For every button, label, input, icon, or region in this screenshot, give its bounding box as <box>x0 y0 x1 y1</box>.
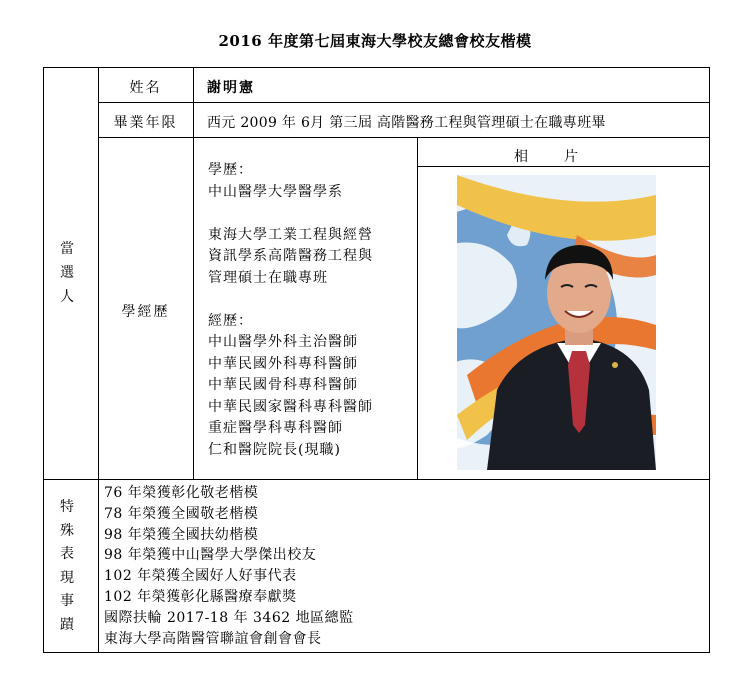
achievement-item: 98 年榮獲全國扶幼楷模 <box>104 526 259 543</box>
education-line: 中山醫學大學醫學系 <box>208 183 343 200</box>
divider <box>43 479 710 480</box>
experience-label: 學經歷 <box>121 304 170 320</box>
achievement-item: 東海大學高階醫管聯誼會創會會長 <box>104 630 322 647</box>
name-value: 謝明憲 <box>207 80 255 96</box>
graduation-label: 畢業年限 <box>113 115 178 131</box>
section-char: 表 <box>60 546 74 562</box>
experience-line: 中華民國家醫科專科醫師 <box>208 398 373 415</box>
divider <box>193 67 194 479</box>
education-line: 資訊學系高階醫務工程與 <box>208 248 373 264</box>
section-char: 當 <box>60 241 74 257</box>
divider <box>98 479 99 653</box>
photo-label: 相片 <box>514 149 614 165</box>
divider <box>98 137 710 138</box>
achievement-item: 國際扶輪 2017-18 年 3462 地區總監 <box>104 609 354 626</box>
experience-heading: 經歷： <box>208 312 253 329</box>
experience-line: 重症醫學科專科醫師 <box>208 420 343 436</box>
education-experience-text <box>208 160 373 461</box>
section-char: 事 <box>60 593 74 609</box>
graduation-value: 西元 2009 年 6月 第三屆 高階醫務工程與管理碩士在職專班畢 <box>207 115 606 131</box>
achievements-section-label <box>60 496 74 637</box>
divider <box>417 137 418 479</box>
achievement-item: 98 年榮獲中山醫學大學傑出校友 <box>104 547 317 564</box>
divider <box>417 166 710 167</box>
portrait-illustration <box>457 175 656 470</box>
portrait-photo <box>457 175 656 470</box>
experience-line: 中華民國外科專科醫師 <box>208 355 358 372</box>
experience-line: 仁和醫院院長(現職) <box>208 441 341 458</box>
achievement-item: 76 年榮獲彰化敬老楷模 <box>104 485 259 501</box>
section-char: 殊 <box>60 522 74 539</box>
achievement-item: 102 年榮獲全國好人好事代表 <box>104 568 297 585</box>
section-char: 特 <box>60 499 74 515</box>
divider <box>98 102 710 103</box>
education-heading: 學歷： <box>208 162 253 178</box>
section-char: 選 <box>60 265 74 281</box>
achievements-list <box>104 483 354 649</box>
experience-line: 中山醫學外科主治醫師 <box>208 334 358 350</box>
experience-line: 中華民國骨科專科醫師 <box>208 377 358 393</box>
section-char: 現 <box>60 569 74 586</box>
education-line: 東海大學工業工程與經營 <box>208 226 373 243</box>
education-line: 管理碩士在職專班 <box>208 269 328 286</box>
section-char: 蹟 <box>60 616 74 633</box>
achievement-item: 102 年榮獲彰化縣醫療奉獻獎 <box>104 588 297 605</box>
section-char: 人 <box>60 289 74 305</box>
achievement-item: 78 年榮獲全國敬老楷模 <box>104 505 259 522</box>
document-title: 2016 年度第七屆東海大學校友總會校友楷模 <box>218 32 532 50</box>
name-label: 姓名 <box>129 80 162 96</box>
candidate-section-label <box>60 237 74 309</box>
